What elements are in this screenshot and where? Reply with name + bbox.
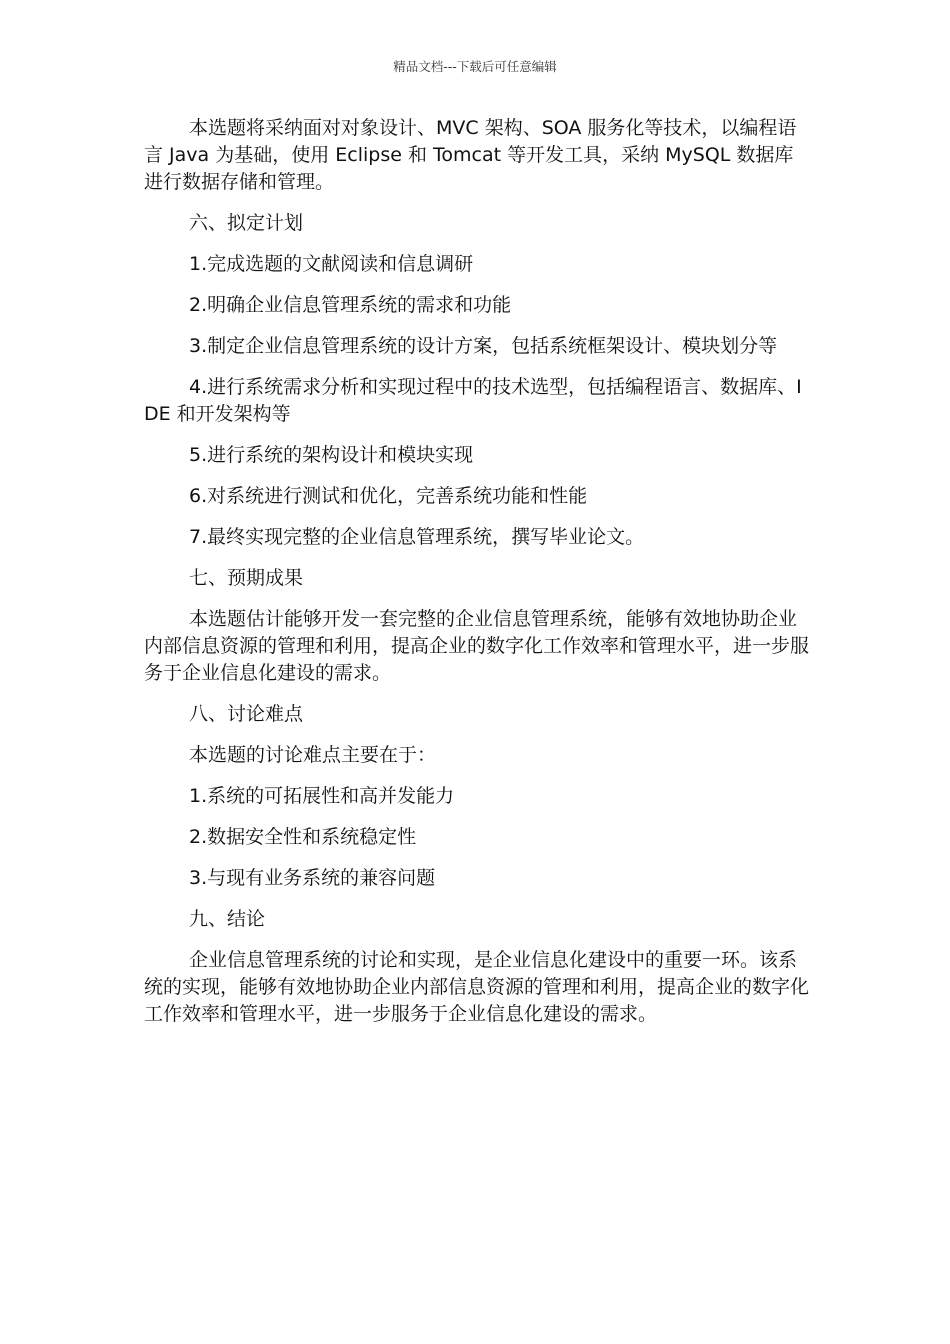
difficulty-item: 3.与现有业务系统的兼容问题 — [189, 867, 436, 889]
plan-item: 6.对系统进行测试和优化，完善系统功能和性能 — [189, 485, 588, 507]
document-body — [144, 115, 812, 1042]
section-heading-difficulties: 八、讨论难点 — [189, 703, 304, 725]
paragraph-tech-intro: 本选题将采纳面对对象设计、MVC 架构、SOA 服务化等技术，以编程语言 Java 为基础，使用 Eclipse 和 Tomcat 等开发工具，采纳 MySQL 数据库进行数据存储和管理。 — [144, 117, 797, 193]
section-heading-expected-results: 七、预期成果 — [189, 567, 304, 589]
difficulty-item: 1.系统的可拓展性和高并发能力 — [189, 785, 455, 807]
plan-item: 5.进行系统的架构设计和模块实现 — [189, 444, 474, 466]
plan-item: 2.明确企业信息管理系统的需求和功能 — [189, 294, 512, 316]
plan-item: 7.最终实现完整的企业信息管理系统，撰写毕业论文。 — [189, 526, 645, 548]
paragraph-expected-results: 本选题估计能够开发一套完整的企业信息管理系统，能够有效地协助企业内部信息资源的管理和利用，提高企业的数字化工作效率和管理水平，进一步服务于企业信息化建设的需求。 — [144, 608, 810, 684]
page-header: 精品文档---下载后可任意编辑 — [393, 59, 557, 74]
plan-item: 4.进行系统需求分析和实现过程中的技术选型，包括编程语言、数据库、IDE 和开发架构等 — [144, 376, 802, 425]
plan-item: 1.完成选题的文献阅读和信息调研 — [189, 253, 474, 275]
section-heading-conclusion: 九、结论 — [189, 908, 266, 930]
paragraph-conclusion: 企业信息管理系统的讨论和实现，是企业信息化建设中的重要一环。该系统的实现，能够有效地协助企业内部信息资源的管理和利用，提高企业的数字化工作效率和管理水平，进一步服务于企业信息化建设的需求。 — [144, 949, 810, 1025]
plan-item: 3.制定企业信息管理系统的设计方案，包括系统框架设计、模块划分等 — [189, 335, 778, 357]
paragraph-difficulty-intro: 本选题的讨论难点主要在于： — [189, 744, 437, 766]
section-heading-plan: 六、拟定计划 — [189, 212, 304, 234]
difficulty-item: 2.数据安全性和系统稳定性 — [189, 826, 417, 848]
